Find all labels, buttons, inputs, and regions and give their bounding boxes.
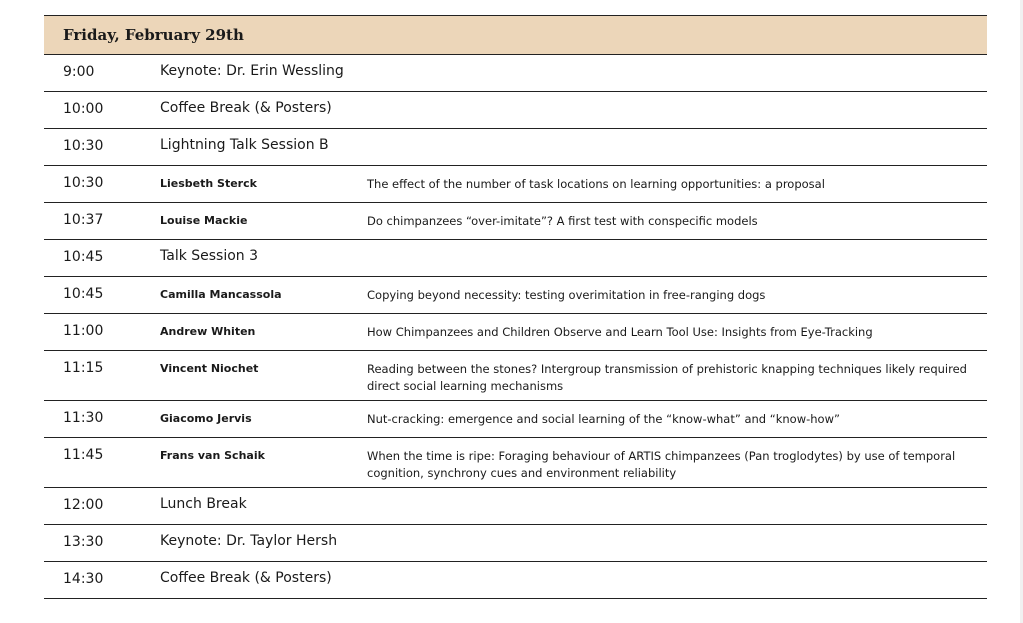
session-title: Keynote: Dr. Erin Wessling — [160, 63, 344, 79]
session-row-lunch-break — [44, 488, 987, 525]
session-row-keynote-wessling — [44, 55, 987, 92]
talk-row — [44, 203, 987, 240]
talk-row — [44, 277, 987, 314]
talk-row — [44, 351, 987, 401]
talk-title: Do chimpanzees “over-imitate”? A first test with conspecific models — [367, 214, 758, 228]
time: 11:45 — [63, 447, 104, 463]
session-title: Talk Session 3 — [160, 248, 259, 264]
session-row-coffee-break — [44, 92, 987, 129]
time: 11:00 — [63, 323, 104, 339]
schedule-table — [44, 15, 987, 599]
time: 10:30 — [63, 175, 104, 191]
session-row-coffee-break-2 — [44, 562, 987, 599]
speaker-name: Frans van Schaik — [160, 449, 265, 462]
speaker-name: Liesbeth Sterck — [160, 177, 257, 190]
talk-title: When the time is ripe: Foraging behaviour of ARTIS chimpanzees (Pan troglodytes) by use of temporal cognition, synchrony cues and environment reliability — [367, 449, 956, 480]
time: 12:00 — [63, 497, 104, 513]
talk-row — [44, 401, 987, 438]
time: 10:37 — [63, 212, 104, 228]
talk-row — [44, 438, 987, 488]
time: 10:45 — [63, 286, 104, 302]
session-title: Lunch Break — [160, 496, 247, 512]
time: 10:30 — [63, 138, 104, 154]
day-header — [44, 16, 987, 55]
day-heading: Friday, February 29th — [63, 26, 244, 44]
time: 9:00 — [63, 64, 95, 80]
speaker-name: Louise Mackie — [160, 214, 248, 227]
speaker-name: Giacomo Jervis — [160, 412, 252, 425]
speaker-name: Camilla Mancassola — [160, 288, 282, 301]
time: 11:30 — [63, 410, 104, 426]
talk-title: How Chimpanzees and Children Observe and Learn Tool Use: Insights from Eye-Tracking — [367, 325, 873, 339]
session-title: Lightning Talk Session B — [160, 137, 329, 153]
talk-title: Copying beyond necessity: testing overimitation in free-ranging dogs — [367, 288, 766, 302]
talk-title: Reading between the stones? Intergroup transmission of prehistoric knapping techniques likely required direct social learning mechanisms — [367, 362, 967, 393]
time: 10:00 — [63, 101, 104, 117]
time: 10:45 — [63, 249, 104, 265]
session-title: Coffee Break (& Posters) — [160, 100, 332, 116]
talk-title: Nut-cracking: emergence and social learning of the “know-what” and “know-how” — [367, 412, 840, 426]
talk-title: The effect of the number of task locations on learning opportunities: a proposal — [367, 177, 825, 191]
time: 14:30 — [63, 571, 104, 587]
session-title: Coffee Break (& Posters) — [160, 570, 332, 586]
talk-row — [44, 166, 987, 203]
session-title: Keynote: Dr. Taylor Hersh — [160, 533, 338, 549]
talk-row — [44, 314, 987, 351]
session-row-keynote-hersh — [44, 525, 987, 562]
session-row-talk-session-3 — [44, 240, 987, 277]
session-row-lightning-b — [44, 129, 987, 166]
time: 11:15 — [63, 360, 104, 376]
time: 13:30 — [63, 534, 104, 550]
speaker-name: Vincent Niochet — [160, 362, 259, 375]
speaker-name: Andrew Whiten — [160, 325, 256, 338]
